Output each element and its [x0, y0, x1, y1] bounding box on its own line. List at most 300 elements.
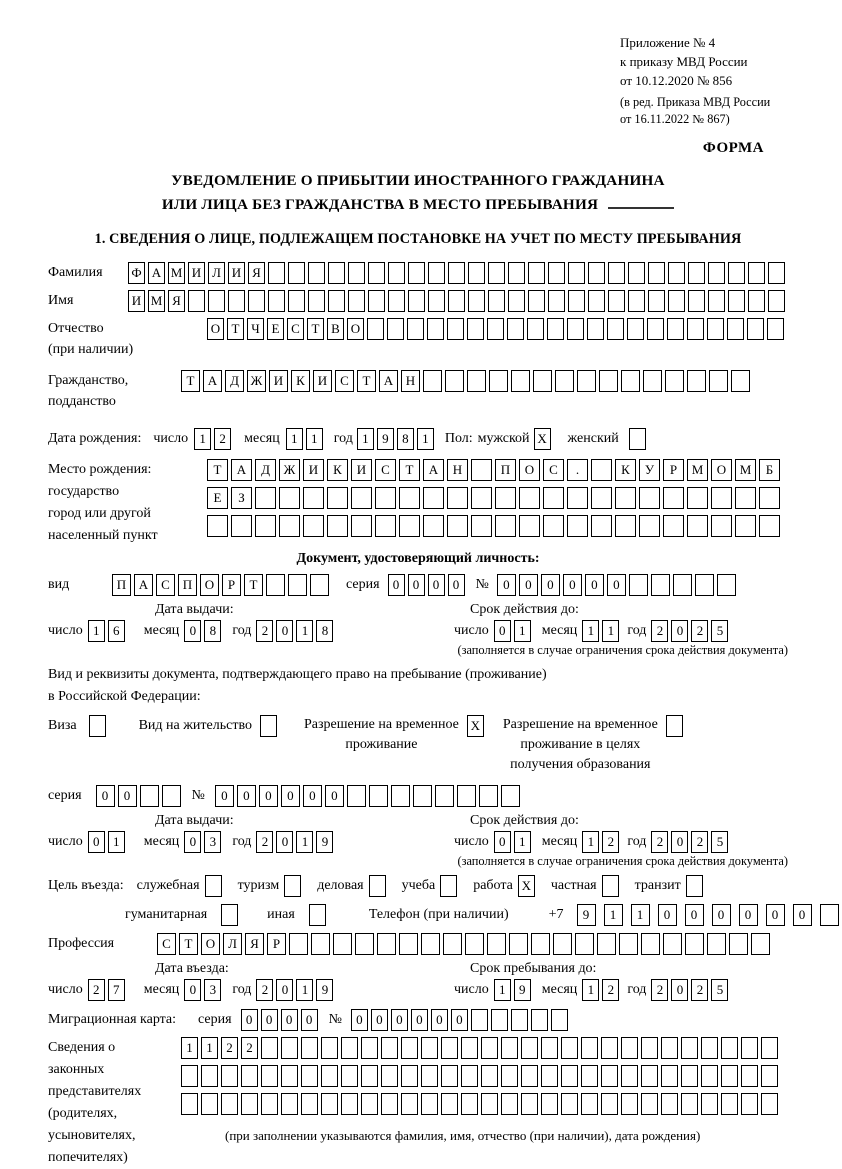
purpose-tourism-checkbox[interactable]: [279, 875, 304, 897]
char-cell[interactable]: [327, 487, 348, 509]
char-cell[interactable]: [687, 318, 704, 340]
char-cell[interactable]: [521, 1037, 538, 1059]
char-cell[interactable]: [401, 1065, 418, 1087]
char-cell[interactable]: [255, 515, 276, 537]
char-cell[interactable]: [284, 875, 301, 897]
char-cell[interactable]: [241, 1093, 258, 1115]
char-cell[interactable]: 0: [685, 904, 704, 926]
char-cell[interactable]: [327, 515, 348, 537]
char-cell[interactable]: [471, 487, 492, 509]
char-cell[interactable]: [641, 933, 660, 955]
char-cell[interactable]: 0: [431, 1009, 448, 1031]
char-cell[interactable]: И: [313, 370, 332, 392]
char-cell[interactable]: [728, 290, 745, 312]
visa-checkbox[interactable]: [81, 715, 109, 737]
char-cell[interactable]: 0: [563, 574, 582, 596]
char-cell[interactable]: [447, 487, 468, 509]
char-cell[interactable]: 0: [281, 785, 300, 807]
char-cell[interactable]: С: [375, 459, 396, 481]
char-cell[interactable]: И: [188, 262, 205, 284]
char-cell[interactable]: [501, 1065, 518, 1087]
char-cell[interactable]: К: [615, 459, 636, 481]
sex-male-checkbox[interactable]: [534, 428, 554, 450]
char-cell[interactable]: 2: [651, 831, 668, 853]
char-cell[interactable]: 0: [494, 620, 511, 642]
char-cell[interactable]: М: [735, 459, 756, 481]
char-cell[interactable]: 0: [494, 831, 511, 853]
char-cell[interactable]: М: [687, 459, 708, 481]
char-cell[interactable]: [399, 933, 418, 955]
char-cell[interactable]: [528, 290, 545, 312]
doc-expiry-year-input[interactable]: [651, 620, 731, 642]
char-cell[interactable]: [303, 487, 324, 509]
char-cell[interactable]: Д: [255, 459, 276, 481]
char-cell[interactable]: [759, 515, 780, 537]
char-cell[interactable]: 2: [256, 831, 273, 853]
char-cell[interactable]: [727, 318, 744, 340]
char-cell[interactable]: [301, 1037, 318, 1059]
char-cell[interactable]: [673, 574, 692, 596]
purpose-private-checkbox[interactable]: [597, 875, 622, 897]
char-cell[interactable]: 0: [739, 904, 758, 926]
char-cell[interactable]: [448, 262, 465, 284]
char-cell[interactable]: [531, 1009, 548, 1031]
char-cell[interactable]: [768, 262, 785, 284]
char-cell[interactable]: 2: [691, 620, 708, 642]
char-cell[interactable]: [528, 262, 545, 284]
char-cell[interactable]: О: [201, 933, 220, 955]
char-cell[interactable]: [668, 290, 685, 312]
char-cell[interactable]: [288, 574, 307, 596]
char-cell[interactable]: [643, 370, 662, 392]
char-cell[interactable]: X: [467, 715, 484, 737]
char-cell[interactable]: X: [518, 875, 535, 897]
char-cell[interactable]: [708, 262, 725, 284]
char-cell[interactable]: 0: [276, 620, 293, 642]
char-cell[interactable]: [591, 459, 612, 481]
char-cell[interactable]: [567, 318, 584, 340]
char-cell[interactable]: [575, 933, 594, 955]
char-cell[interactable]: [309, 904, 326, 926]
doc-kind-input[interactable]: [112, 574, 332, 596]
char-cell[interactable]: 8: [204, 620, 221, 642]
char-cell[interactable]: С: [287, 318, 304, 340]
char-cell[interactable]: Н: [447, 459, 468, 481]
char-cell[interactable]: [541, 1093, 558, 1115]
char-cell[interactable]: О: [519, 459, 540, 481]
char-cell[interactable]: Ф: [128, 262, 145, 284]
char-cell[interactable]: [341, 1037, 358, 1059]
char-cell[interactable]: 0: [519, 574, 538, 596]
char-cell[interactable]: 5: [711, 979, 728, 1001]
char-cell[interactable]: И: [303, 459, 324, 481]
char-cell[interactable]: [321, 1037, 338, 1059]
purpose-business-checkbox[interactable]: [364, 875, 389, 897]
char-cell[interactable]: [508, 290, 525, 312]
char-cell[interactable]: [489, 370, 508, 392]
char-cell[interactable]: [681, 1093, 698, 1115]
char-cell[interactable]: [561, 1065, 578, 1087]
char-cell[interactable]: [501, 1093, 518, 1115]
char-cell[interactable]: [421, 933, 440, 955]
char-cell[interactable]: [408, 262, 425, 284]
char-cell[interactable]: 5: [711, 620, 728, 642]
doc-issue-month-input[interactable]: [184, 620, 224, 642]
char-cell[interactable]: [407, 318, 424, 340]
char-cell[interactable]: [597, 933, 616, 955]
char-cell[interactable]: [599, 370, 618, 392]
char-cell[interactable]: Т: [207, 459, 228, 481]
permit-issue-month-input[interactable]: [184, 831, 224, 853]
entry-year-input[interactable]: [256, 979, 336, 1001]
char-cell[interactable]: Л: [208, 262, 225, 284]
surname-input[interactable]: [128, 262, 788, 284]
char-cell[interactable]: [687, 487, 708, 509]
char-cell[interactable]: М: [168, 262, 185, 284]
char-cell[interactable]: [471, 515, 492, 537]
char-cell[interactable]: Ч: [247, 318, 264, 340]
char-cell[interactable]: [228, 290, 245, 312]
char-cell[interactable]: К: [291, 370, 310, 392]
char-cell[interactable]: [341, 1093, 358, 1115]
char-cell[interactable]: 0: [241, 1009, 258, 1031]
char-cell[interactable]: 0: [448, 574, 465, 596]
char-cell[interactable]: [369, 875, 386, 897]
char-cell[interactable]: [751, 933, 770, 955]
char-cell[interactable]: [561, 1093, 578, 1115]
char-cell[interactable]: О: [207, 318, 224, 340]
char-cell[interactable]: [567, 487, 588, 509]
purpose-study-checkbox[interactable]: [435, 875, 460, 897]
char-cell[interactable]: 1: [582, 620, 599, 642]
char-cell[interactable]: [629, 428, 646, 450]
char-cell[interactable]: [621, 370, 640, 392]
char-cell[interactable]: [627, 318, 644, 340]
temp-residence-edu-checkbox[interactable]: [658, 715, 686, 737]
char-cell[interactable]: [701, 1093, 718, 1115]
char-cell[interactable]: 0: [276, 831, 293, 853]
char-cell[interactable]: 9: [514, 979, 531, 1001]
char-cell[interactable]: 0: [276, 979, 293, 1001]
char-cell[interactable]: [561, 1037, 578, 1059]
char-cell[interactable]: [348, 290, 365, 312]
char-cell[interactable]: [399, 515, 420, 537]
name-input[interactable]: [128, 290, 788, 312]
char-cell[interactable]: 5: [711, 831, 728, 853]
char-cell[interactable]: [311, 933, 330, 955]
char-cell[interactable]: 2: [256, 620, 273, 642]
char-cell[interactable]: [687, 515, 708, 537]
char-cell[interactable]: 2: [256, 979, 273, 1001]
char-cell[interactable]: 1: [604, 904, 623, 926]
char-cell[interactable]: [621, 1037, 638, 1059]
char-cell[interactable]: [288, 290, 305, 312]
char-cell[interactable]: [735, 487, 756, 509]
char-cell[interactable]: П: [495, 459, 516, 481]
char-cell[interactable]: [711, 515, 732, 537]
char-cell[interactable]: [601, 1065, 618, 1087]
char-cell[interactable]: [221, 904, 238, 926]
char-cell[interactable]: 2: [602, 831, 619, 853]
char-cell[interactable]: [301, 1065, 318, 1087]
char-cell[interactable]: [321, 1093, 338, 1115]
char-cell[interactable]: М: [148, 290, 165, 312]
char-cell[interactable]: [641, 1093, 658, 1115]
char-cell[interactable]: [615, 515, 636, 537]
char-cell[interactable]: 9: [316, 831, 333, 853]
char-cell[interactable]: [428, 290, 445, 312]
representatives-row3-input[interactable]: [181, 1093, 781, 1115]
char-cell[interactable]: [461, 1093, 478, 1115]
char-cell[interactable]: А: [379, 370, 398, 392]
char-cell[interactable]: [548, 262, 565, 284]
char-cell[interactable]: [681, 1037, 698, 1059]
char-cell[interactable]: 1: [296, 831, 313, 853]
char-cell[interactable]: [547, 318, 564, 340]
permit-issue-day-input[interactable]: [88, 831, 128, 853]
char-cell[interactable]: [741, 1093, 758, 1115]
char-cell[interactable]: 0: [303, 785, 322, 807]
char-cell[interactable]: [487, 933, 506, 955]
char-cell[interactable]: [423, 515, 444, 537]
char-cell[interactable]: [368, 262, 385, 284]
patronymic-input[interactable]: [207, 318, 787, 340]
char-cell[interactable]: [381, 1093, 398, 1115]
char-cell[interactable]: [588, 262, 605, 284]
char-cell[interactable]: [541, 1037, 558, 1059]
entry-day-input[interactable]: [88, 979, 128, 1001]
char-cell[interactable]: [543, 487, 564, 509]
char-cell[interactable]: [685, 933, 704, 955]
char-cell[interactable]: 1: [417, 428, 434, 450]
char-cell[interactable]: [663, 487, 684, 509]
permit-expiry-month-input[interactable]: [582, 831, 622, 853]
char-cell[interactable]: 0: [671, 831, 688, 853]
char-cell[interactable]: [602, 875, 619, 897]
char-cell[interactable]: [241, 1065, 258, 1087]
migration-number-input[interactable]: [351, 1009, 571, 1031]
char-cell[interactable]: [481, 1065, 498, 1087]
char-cell[interactable]: Я: [245, 933, 264, 955]
char-cell[interactable]: [289, 933, 308, 955]
char-cell[interactable]: [375, 515, 396, 537]
char-cell[interactable]: [708, 290, 725, 312]
char-cell[interactable]: Р: [663, 459, 684, 481]
char-cell[interactable]: Ж: [279, 459, 300, 481]
doc-number-input[interactable]: [497, 574, 739, 596]
char-cell[interactable]: [351, 515, 372, 537]
char-cell[interactable]: [368, 290, 385, 312]
char-cell[interactable]: [568, 262, 585, 284]
char-cell[interactable]: [663, 933, 682, 955]
char-cell[interactable]: [281, 1093, 298, 1115]
char-cell[interactable]: [441, 1093, 458, 1115]
char-cell[interactable]: 2: [691, 979, 708, 1001]
char-cell[interactable]: 0: [281, 1009, 298, 1031]
char-cell[interactable]: [511, 1009, 528, 1031]
char-cell[interactable]: [728, 262, 745, 284]
char-cell[interactable]: [468, 262, 485, 284]
char-cell[interactable]: [361, 1065, 378, 1087]
char-cell[interactable]: 0: [301, 1009, 318, 1031]
char-cell[interactable]: С: [156, 574, 175, 596]
stay-day-input[interactable]: [494, 979, 534, 1001]
char-cell[interactable]: [511, 370, 530, 392]
char-cell[interactable]: [481, 1037, 498, 1059]
char-cell[interactable]: [647, 318, 664, 340]
char-cell[interactable]: [495, 515, 516, 537]
char-cell[interactable]: [721, 1093, 738, 1115]
purpose-official-checkbox[interactable]: [200, 875, 225, 897]
char-cell[interactable]: [428, 262, 445, 284]
char-cell[interactable]: [701, 1037, 718, 1059]
char-cell[interactable]: И: [351, 459, 372, 481]
char-cell[interactable]: 3: [204, 979, 221, 1001]
char-cell[interactable]: [601, 1037, 618, 1059]
sex-female-checkbox[interactable]: [629, 428, 649, 450]
char-cell[interactable]: [401, 1093, 418, 1115]
char-cell[interactable]: [717, 574, 736, 596]
char-cell[interactable]: 7: [108, 979, 125, 1001]
char-cell[interactable]: [288, 262, 305, 284]
char-cell[interactable]: 1: [181, 1037, 198, 1059]
char-cell[interactable]: 0: [541, 574, 560, 596]
char-cell[interactable]: [681, 1065, 698, 1087]
birth-month-input[interactable]: [286, 428, 326, 450]
char-cell[interactable]: Т: [181, 370, 200, 392]
char-cell[interactable]: [701, 1065, 718, 1087]
char-cell[interactable]: Т: [227, 318, 244, 340]
purpose-humanitarian-checkbox[interactable]: [216, 904, 241, 926]
char-cell[interactable]: [621, 1065, 638, 1087]
char-cell[interactable]: 1: [494, 979, 511, 1001]
permit-issue-year-input[interactable]: [256, 831, 336, 853]
char-cell[interactable]: [721, 1037, 738, 1059]
char-cell[interactable]: 0: [184, 979, 201, 1001]
purpose-other-checkbox[interactable]: [304, 904, 329, 926]
char-cell[interactable]: [568, 290, 585, 312]
birth-place-row1-input[interactable]: [207, 459, 783, 481]
char-cell[interactable]: [188, 290, 205, 312]
char-cell[interactable]: [308, 262, 325, 284]
char-cell[interactable]: 0: [411, 1009, 428, 1031]
char-cell[interactable]: Т: [357, 370, 376, 392]
char-cell[interactable]: [281, 1065, 298, 1087]
char-cell[interactable]: 2: [221, 1037, 238, 1059]
char-cell[interactable]: [531, 933, 550, 955]
char-cell[interactable]: [731, 370, 750, 392]
char-cell[interactable]: 0: [325, 785, 344, 807]
char-cell[interactable]: [447, 515, 468, 537]
char-cell[interactable]: [648, 290, 665, 312]
char-cell[interactable]: [266, 574, 285, 596]
char-cell[interactable]: 2: [214, 428, 231, 450]
char-cell[interactable]: [487, 318, 504, 340]
char-cell[interactable]: [648, 262, 665, 284]
char-cell[interactable]: [255, 487, 276, 509]
char-cell[interactable]: [427, 318, 444, 340]
char-cell[interactable]: 1: [296, 620, 313, 642]
representatives-row1-input[interactable]: [181, 1037, 781, 1059]
char-cell[interactable]: [268, 262, 285, 284]
char-cell[interactable]: 3: [204, 831, 221, 853]
char-cell[interactable]: [768, 290, 785, 312]
char-cell[interactable]: 1: [108, 831, 125, 853]
char-cell[interactable]: 0: [408, 574, 425, 596]
doc-expiry-day-input[interactable]: [494, 620, 534, 642]
char-cell[interactable]: [608, 262, 625, 284]
char-cell[interactable]: [581, 1093, 598, 1115]
char-cell[interactable]: [607, 318, 624, 340]
char-cell[interactable]: И: [228, 262, 245, 284]
char-cell[interactable]: [767, 318, 784, 340]
char-cell[interactable]: З: [231, 487, 252, 509]
char-cell[interactable]: [581, 1065, 598, 1087]
char-cell[interactable]: [467, 318, 484, 340]
char-cell[interactable]: [628, 290, 645, 312]
char-cell[interactable]: [201, 1065, 218, 1087]
char-cell[interactable]: [761, 1037, 778, 1059]
char-cell[interactable]: Т: [179, 933, 198, 955]
char-cell[interactable]: .: [567, 459, 588, 481]
char-cell[interactable]: [501, 1037, 518, 1059]
char-cell[interactable]: [488, 262, 505, 284]
char-cell[interactable]: [588, 290, 605, 312]
char-cell[interactable]: [665, 370, 684, 392]
representatives-row2-input[interactable]: [181, 1065, 781, 1087]
char-cell[interactable]: [709, 370, 728, 392]
residence-permit-checkbox[interactable]: [252, 715, 280, 737]
char-cell[interactable]: П: [178, 574, 197, 596]
char-cell[interactable]: [465, 933, 484, 955]
char-cell[interactable]: [491, 1009, 508, 1031]
char-cell[interactable]: 1: [514, 831, 531, 853]
char-cell[interactable]: [641, 1037, 658, 1059]
char-cell[interactable]: [748, 290, 765, 312]
char-cell[interactable]: [421, 1093, 438, 1115]
char-cell[interactable]: [651, 574, 670, 596]
char-cell[interactable]: 1: [286, 428, 303, 450]
char-cell[interactable]: 1: [201, 1037, 218, 1059]
char-cell[interactable]: [688, 290, 705, 312]
char-cell[interactable]: 1: [194, 428, 211, 450]
char-cell[interactable]: [508, 262, 525, 284]
char-cell[interactable]: Т: [244, 574, 263, 596]
char-cell[interactable]: [201, 1093, 218, 1115]
char-cell[interactable]: [181, 1093, 198, 1115]
char-cell[interactable]: И: [269, 370, 288, 392]
char-cell[interactable]: [348, 262, 365, 284]
char-cell[interactable]: [401, 1037, 418, 1059]
char-cell[interactable]: 1: [582, 979, 599, 1001]
char-cell[interactable]: [555, 370, 574, 392]
char-cell[interactable]: [457, 785, 476, 807]
char-cell[interactable]: [347, 785, 366, 807]
char-cell[interactable]: [361, 1093, 378, 1115]
char-cell[interactable]: [440, 875, 457, 897]
char-cell[interactable]: [548, 290, 565, 312]
char-cell[interactable]: [367, 318, 384, 340]
char-cell[interactable]: [543, 515, 564, 537]
char-cell[interactable]: [248, 290, 265, 312]
char-cell[interactable]: [820, 904, 839, 926]
profession-input[interactable]: [157, 933, 773, 955]
char-cell[interactable]: [553, 933, 572, 955]
char-cell[interactable]: [668, 262, 685, 284]
char-cell[interactable]: Е: [267, 318, 284, 340]
char-cell[interactable]: [279, 487, 300, 509]
char-cell[interactable]: [375, 487, 396, 509]
